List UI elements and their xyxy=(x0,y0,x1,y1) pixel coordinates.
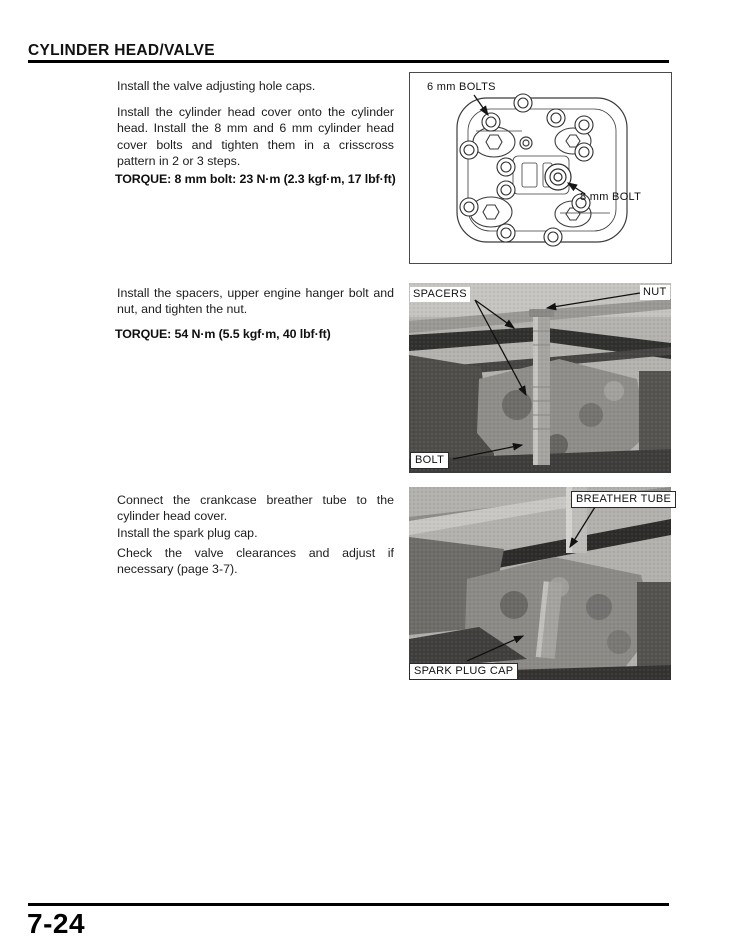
figure-breather-tube-photo xyxy=(409,487,671,680)
instruction-paragraph-breather xyxy=(117,492,394,541)
figure-label-nut: NUT xyxy=(640,285,670,300)
engine-photo xyxy=(409,283,671,473)
page-number: 7-24 xyxy=(27,908,86,939)
head-cover-drawing xyxy=(410,73,671,263)
breather-sentence: Connect the crankcase breather tube to the cylinder head cover. xyxy=(117,493,394,524)
torque-spec-hanger-nut: TORQUE: 54 N·m (5.5 kgf·m, 40 lbf·ft) xyxy=(115,327,331,341)
torque-spec-head-cover: TORQUE: 8 mm bolt: 23 N·m (2.3 kgf·m, 17 lbf·ft) xyxy=(115,172,396,186)
figure-label-bolt: BOLT xyxy=(410,452,449,469)
figure-label-breather-tube: BREATHER TUBE xyxy=(571,491,676,508)
footer-divider xyxy=(28,903,669,906)
figure-head-cover-diagram xyxy=(409,72,672,264)
figure-label-8mm-bolt: 8 mm BOLT xyxy=(580,191,642,203)
six-mm-bolts xyxy=(460,94,593,246)
instruction-paragraph-check-valves: Check the valve clearances and adjust if necessary (page 3-7). xyxy=(117,546,394,577)
figure-label-spacers: SPACERS xyxy=(410,287,470,302)
eight-mm-bolt xyxy=(545,164,571,190)
instruction-paragraph-caps: Install the valve adjusting hole caps. xyxy=(117,79,316,93)
page-title: CYLINDER HEAD/VALVE xyxy=(28,42,215,59)
instruction-paragraph-cover: Install the cylinder head cover onto the cylinder head. Install the 8 mm and 6 mm cylinder head cover bolts and tighten them in a crisscross pattern in 2 or 3 steps. xyxy=(117,105,394,169)
instruction-paragraph-spacers: Install the spacers, upper engine hanger bolt and nut, and tighten the nut. xyxy=(117,286,394,317)
valve-adjusting-hole-caps xyxy=(470,127,591,227)
spark-plug-sentence: Install the spark plug cap. xyxy=(117,525,258,540)
header-divider xyxy=(28,60,669,63)
figure-label-6mm-bolts: 6 mm BOLTS xyxy=(427,81,496,93)
figure-hanger-bolt-photo xyxy=(409,283,671,473)
figure-label-spark-plug-cap: SPARK PLUG CAP xyxy=(409,663,518,680)
engine-photo xyxy=(409,487,671,680)
